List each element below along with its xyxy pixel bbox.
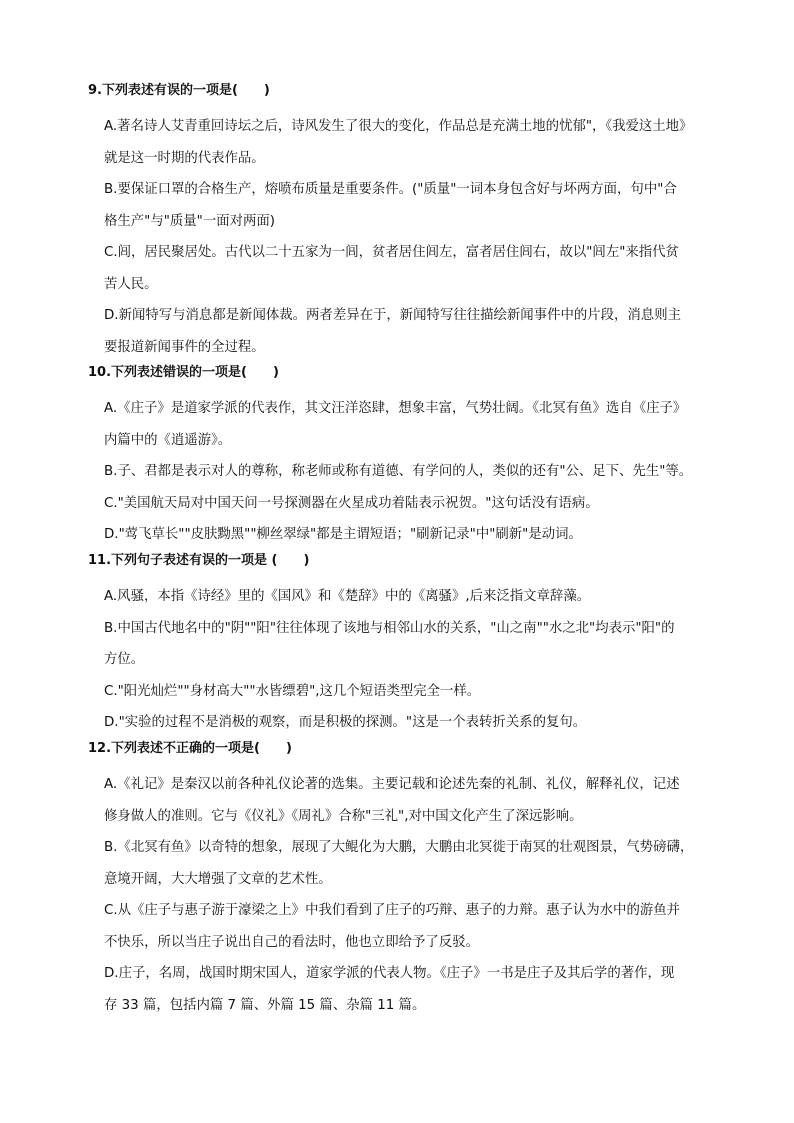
option-line: B.要保证口罩的合格生产，熔喷布质量是重要条件。("质量"一词本身包含好与坏两方面，句中"合 — [104, 182, 677, 197]
option-d — [88, 519, 712, 551]
option-line: 存 33 篇，包括内篇 7 篇、外篇 15 篇、杂篇 11 篇。 — [104, 997, 426, 1013]
option-line: 修身做人的准则。它与《仪礼》《周礼》合称"三礼",对中国文化产生了深远影响。 — [104, 808, 583, 824]
option-line: A.《礼记》是秦汉以前各种礼仪论著的选集。主要记载和论述先秦的礼制、礼仪，解释礼仪，记述 — [104, 777, 680, 792]
option-c — [88, 488, 712, 520]
option-line: C."阳光灿烂""身材高大""水皆缥碧",这几个短语类型完全一样。 — [104, 683, 481, 699]
question-title: 11.下列句子表述有误的一项是 ( ) — [88, 553, 310, 568]
question-title: 10.下列表述错误的一项是( ) — [88, 365, 279, 380]
option-c — [88, 676, 712, 708]
option-line: 不快乐，所以当庄子说出自己的看法时，他也立即给予了反驳。 — [104, 934, 479, 950]
option-line: A.著名诗人艾青重回诗坛之后，诗风发生了很大的变化，作品总是充满土地的忧郁"，《我爱这土地》 — [104, 119, 693, 134]
option-a — [88, 769, 712, 832]
option-d — [88, 958, 712, 1021]
option-b — [88, 174, 712, 237]
option-line: 格生产"与"质量"一面对两面) — [104, 213, 275, 229]
option-b — [88, 613, 712, 676]
option-line: D."莺飞草长""皮肤黝黑""柳丝翠绿"都是主谓短语；"刷新记录"中"刷新"是动词。 — [104, 527, 582, 542]
option-line: C.从《庄子与惠子游于濠梁之上》中我们看到了庄子的巧辩、惠子的力辩。惠子认为水中的游鱼并 — [104, 903, 681, 918]
option-line: D."实验的过程不是消极的观察，而是积极的探测。"这是一个表转折关系的复句。 — [104, 715, 587, 730]
option-b — [88, 456, 712, 488]
option-a — [88, 111, 712, 174]
option-a — [88, 393, 712, 456]
option-a — [88, 581, 712, 613]
option-line: 苦人民。 — [104, 276, 158, 292]
option-line: B.《北冥有鱼》以奇特的想象，展现了大鲲化为大鹏，大鹏由北冥徙于南冥的壮观图景，气势磅礴， — [104, 840, 694, 855]
option-line: C."美国航天局对中国天问一号探测器在火星成功着陆表示祝贺。"这句话没有语病。 — [104, 495, 599, 511]
option-line: D.新闻特写与消息都是新闻体裁。两者差异在于，新闻特写往往描绘新闻事件中的片段，消息则主 — [104, 308, 681, 323]
question-12 — [88, 740, 708, 1021]
option-line: 意境开阔，大大增强了文章的艺术性。 — [104, 871, 332, 887]
question-title: 9.下列表述有误的一项是( ) — [88, 83, 270, 98]
question-10 — [88, 364, 708, 551]
option-d — [88, 300, 712, 363]
option-c — [88, 895, 712, 958]
option-line: A.《庄子》是道家学派的代表作，其文汪洋恣肆，想象丰富，气势壮阔。《北冥有鱼》选自《庄子》 — [104, 401, 687, 416]
question-title: 12.下列表述不正确的一项是( ) — [88, 741, 292, 756]
option-line: 要报道新闻事件的全过程。 — [104, 339, 265, 355]
option-d — [88, 707, 712, 739]
option-line: 方位。 — [104, 652, 145, 667]
question-9 — [88, 82, 708, 363]
option-line: 内篇中的《逍遥游》。 — [104, 432, 232, 448]
question-11 — [88, 552, 708, 739]
option-line: C.闾，居民聚居处。古代以二十五家为一闾，贫者居住闾左，富者居住闾右，故以"闾左"来指代贫 — [104, 245, 679, 260]
option-line: 就是这一时期的代表作品。 — [104, 150, 265, 166]
option-b — [88, 832, 712, 895]
option-line: B.中国古代地名中的"阴""阳"往往体现了该地与相邻山水的关系，"山之南""水之北"均表示"阳"的 — [104, 620, 675, 636]
option-line: B.子、君都是表示对人的尊称，称老师或称有道德、有学问的人，类似的还有"公、足下、先生"等。 — [104, 464, 693, 479]
option-line: A.风骚，本指《诗经》里的《国风》和《楚辞》中的《离骚》,后来泛指文章辞藻。 — [104, 589, 591, 604]
option-line: D.庄子，名周，战国时期宋国人，道家学派的代表人物。《庄子》一书是庄子及其后学的著作，现 — [104, 966, 675, 981]
option-c — [88, 237, 712, 300]
